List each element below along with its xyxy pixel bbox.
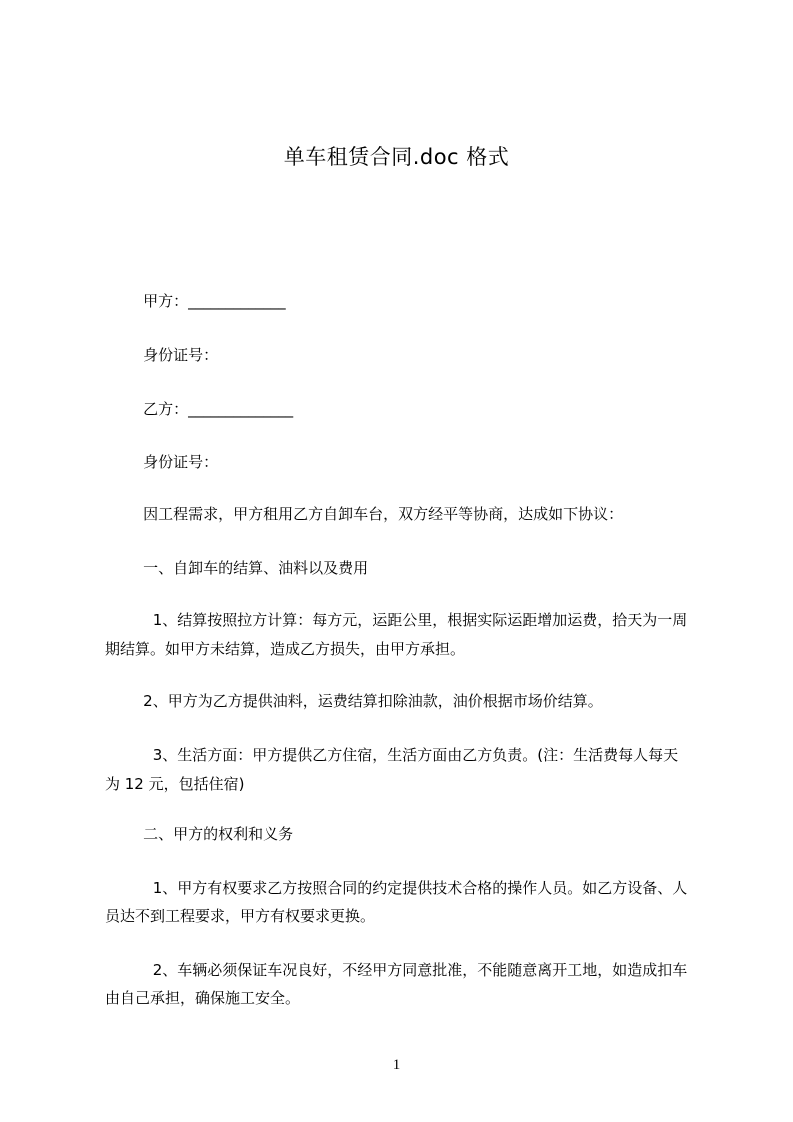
section-1-item-3-line-1: 3、生活方面：甲方提供乙方住宿，生活方面由乙方负责。(注：生活费每人每天 <box>105 746 679 764</box>
section-2-item-2-line-1: 2、车辆必须保证车况良好，不经甲方同意批准，不能随意离开工地，如造成扣车 <box>105 961 688 979</box>
page-number: 1 <box>392 1057 401 1073</box>
section-1-item-1-line-2: 期结算。如甲方未结算，造成乙方损失，由甲方承担。 <box>105 640 466 658</box>
party-b-id-line: 身份证号： <box>105 453 219 471</box>
section-2-item-1-line-1: 1、甲方有权要求乙方按照合同的约定提供技术合格的操作人员。如乙方设备、人 <box>105 879 688 897</box>
section-2-item-2-line-2: 由自己承担，确保施工安全。 <box>105 989 301 1007</box>
section-1-item-1-line-1: 1、结算按照拉方计算：每方元，运距公里，根据实际运距增加运费，拾天为一周 <box>105 611 688 629</box>
document-title: 单车租赁合同.doc 格式 <box>283 145 510 169</box>
section-1-heading: 一、自卸车的结算、油料以及费用 <box>105 559 369 577</box>
section-1-item-2: 2、甲方为乙方提供油料，运费结算扣除油款，油价根据市场价结算。 <box>105 692 603 710</box>
intro-paragraph: 因工程需求，甲方租用乙方自卸车台，双方经平等协商，达成如下协议： <box>105 505 624 523</box>
section-2-heading: 二、甲方的权利和义务 <box>105 825 294 843</box>
party-a-line: 甲方：_____________ <box>105 292 286 310</box>
party-a-id-line: 身份证号： <box>105 346 219 364</box>
party-b-line: 乙方：______________ <box>105 400 294 418</box>
section-2-item-1-line-2: 员达不到工程要求，甲方有权要求更换。 <box>105 907 376 925</box>
section-1-item-3-line-2: 为 12 元，包括住宿) <box>105 775 245 793</box>
